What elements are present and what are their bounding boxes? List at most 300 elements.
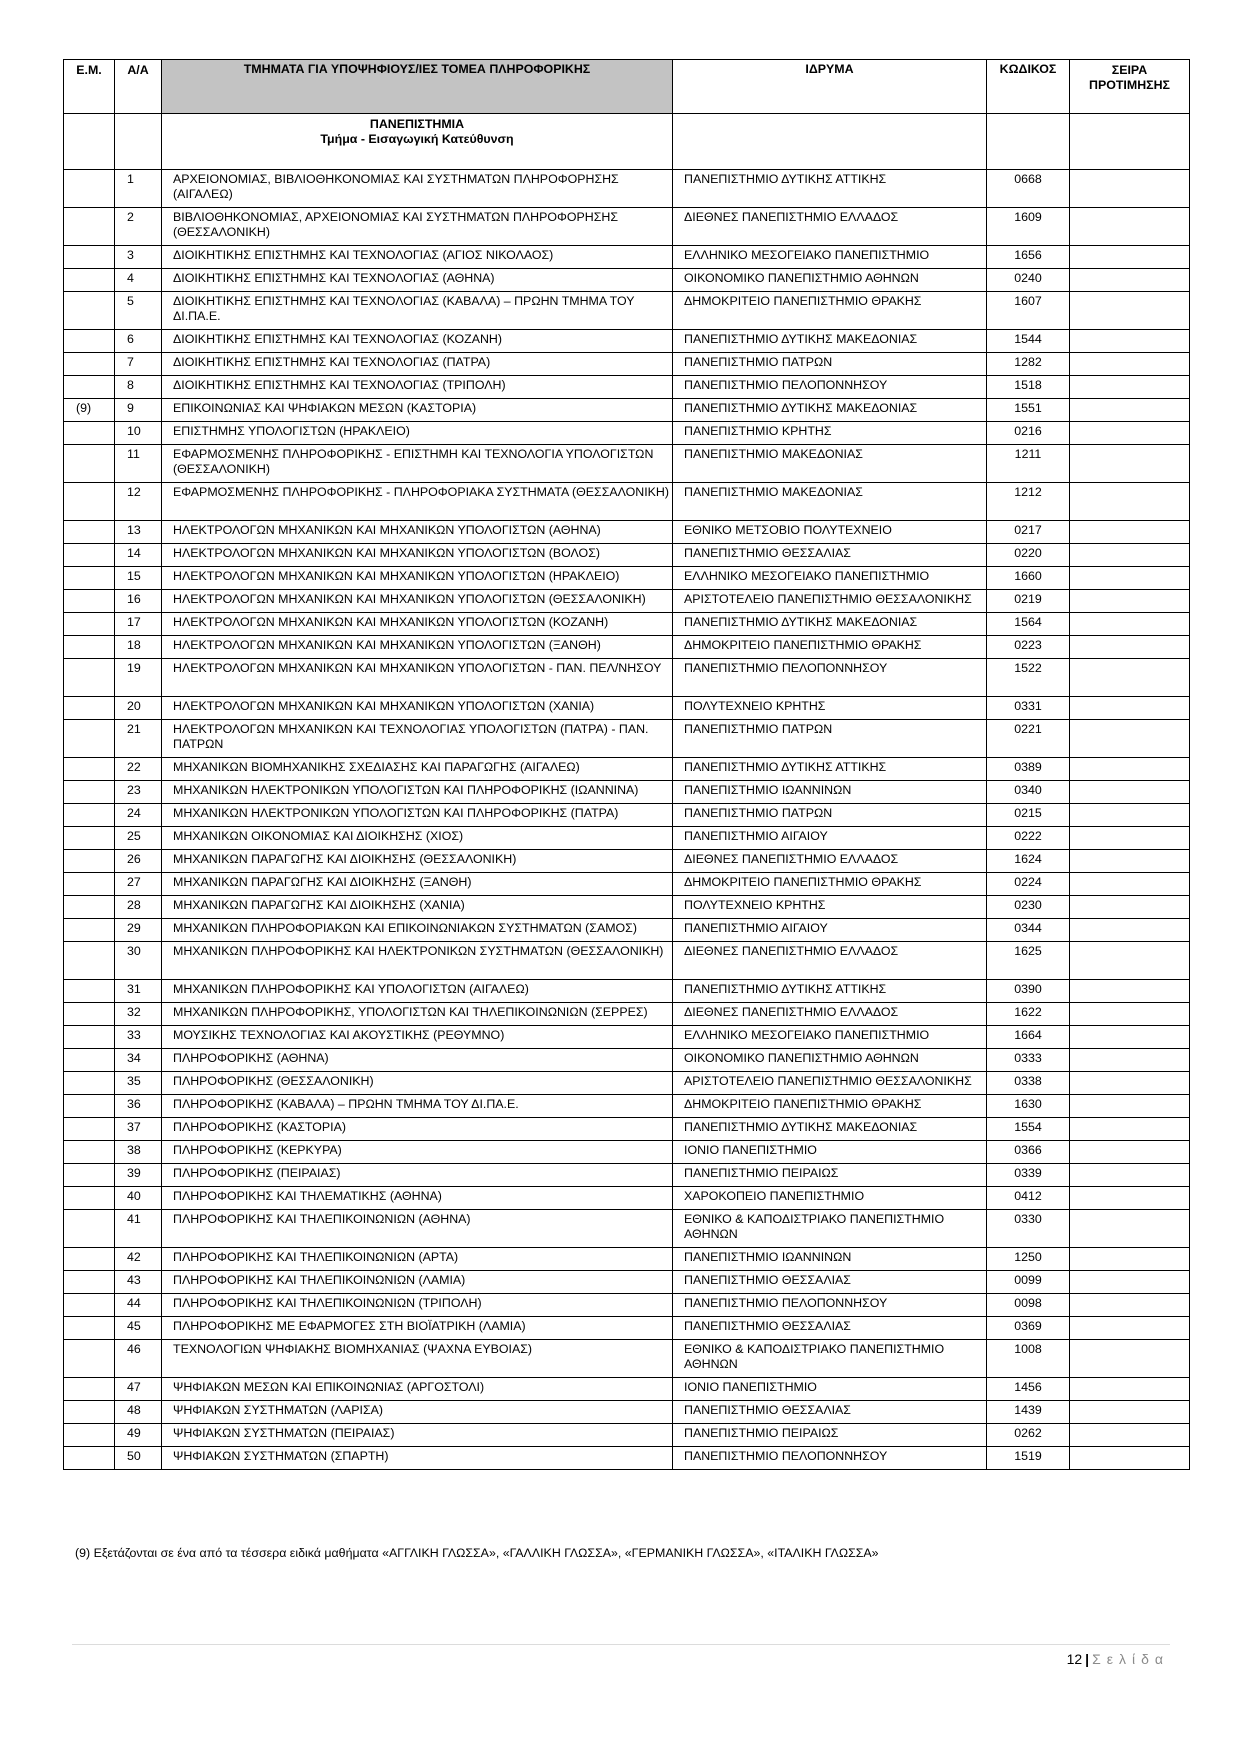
row-code: 1519 [987, 1447, 1070, 1470]
row-em-note [64, 659, 115, 697]
row-preference-order [1070, 1317, 1190, 1340]
row-institution: ΠΑΝΕΠΙΣΤΗΜΙΟ ΠΕΙΡΑΙΩΣ [673, 1424, 987, 1447]
subheader-department-direction: Τμήμα - Εισαγωγική Κατεύθυνση [320, 132, 514, 146]
row-code: 1660 [987, 567, 1070, 590]
row-preference-order [1070, 1424, 1190, 1447]
row-department: ΨΗΦΙΑΚΩΝ ΣΥΣΤΗΜΑΤΩΝ (ΛΑΡΙΣΑ) [162, 1401, 673, 1424]
table-row [64, 1378, 1190, 1401]
row-preference-order [1070, 1340, 1190, 1378]
row-em-note [64, 399, 115, 422]
row-em-note [64, 896, 115, 919]
row-preference-order [1070, 567, 1190, 590]
row-em-note [64, 1317, 115, 1340]
row-code: 0216 [987, 422, 1070, 445]
row-department: ΜΗΧΑΝΙΚΩΝ ΗΛΕΚΤΡΟΝΙΚΩΝ ΥΠΟΛΟΓΙΣΤΩΝ ΚΑΙ ΠΛΗΡΟΦΟΡΙΚΗΣ (ΠΑΤΡΑ) [162, 804, 673, 827]
row-code: 1522 [987, 659, 1070, 697]
row-institution: ΠΑΝΕΠΙΣΤΗΜΙΟ ΙΩΑΝΝΙΝΩΝ [673, 1248, 987, 1271]
header-code: ΚΩΔΙΚΟΣ [987, 60, 1070, 114]
row-institution: ΠΑΝΕΠΙΣΤΗΜΙΟ ΔΥΤΙΚΗΣ ΑΤΤΙΚΗΣ [673, 758, 987, 781]
row-department: ΜΗΧΑΝΙΚΩΝ ΠΛΗΡΟΦΟΡΙΑΚΩΝ ΚΑΙ ΕΠΙΚΟΙΝΩΝΙΑΚΩΝ ΣΥΣΤΗΜΑΤΩΝ (ΣΑΜΟΣ) [162, 919, 673, 942]
row-em-note [64, 544, 115, 567]
table-row [64, 1317, 1190, 1340]
row-department: ΜΗΧΑΝΙΚΩΝ ΒΙΟΜΗΧΑΝΙΚΗΣ ΣΧΕΔΙΑΣΗΣ ΚΑΙ ΠΑΡΑΓΩΓΗΣ (ΑΙΓΑΛΕΩ) [162, 758, 673, 781]
row-number: 4 [115, 269, 162, 292]
row-code: 1622 [987, 1003, 1070, 1026]
row-code: 1544 [987, 330, 1070, 353]
row-code: 0222 [987, 827, 1070, 850]
row-number: 30 [115, 942, 162, 980]
row-preference-order [1070, 269, 1190, 292]
row-department: ΠΛΗΡΟΦΟΡΙΚΗΣ (ΚΑΒΑΛΑ) – ΠΡΩΗΝ ΤΜΗΜΑ ΤΟΥ ΔΙ.ΠΑ.Ε. [162, 1095, 673, 1118]
table-row [64, 353, 1190, 376]
row-number: 49 [115, 1424, 162, 1447]
row-em-note [64, 1447, 115, 1470]
row-preference-order [1070, 170, 1190, 208]
row-institution: ΠΑΝΕΠΙΣΤΗΜΙΟ ΠΕΙΡΑΙΩΣ [673, 1164, 987, 1187]
row-em-note [64, 850, 115, 873]
row-code: 0366 [987, 1141, 1070, 1164]
row-preference-order [1070, 1003, 1190, 1026]
header-preference-order: ΣΕΙΡΑ ΠΡΟΤΙΜΗΣΗΣ [1070, 60, 1190, 114]
row-em-note [64, 781, 115, 804]
row-institution: ΟΙΚΟΝΟΜΙΚΟ ΠΑΝΕΠΙΣΤΗΜΙΟ ΑΘΗΝΩΝ [673, 269, 987, 292]
row-department: ΜΗΧΑΝΙΚΩΝ ΠΑΡΑΓΩΓΗΣ ΚΑΙ ΔΙΟΙΚΗΣΗΣ (ΧΑΝΙΑ) [162, 896, 673, 919]
row-code: 0098 [987, 1294, 1070, 1317]
row-department: ΜΗΧΑΝΙΚΩΝ ΠΛΗΡΟΦΟΡΙΚΗΣ, ΥΠΟΛΟΓΙΣΤΩΝ ΚΑΙ ΤΗΛΕΠΙΚΟΙΝΩΝΙΩΝ (ΣΕΡΡΕΣ) [162, 1003, 673, 1026]
row-preference-order [1070, 758, 1190, 781]
table-row [64, 1072, 1190, 1095]
row-institution: ΔΗΜΟΚΡΙΤΕΙΟ ΠΑΝΕΠΙΣΤΗΜΙΟ ΘΡΑΚΗΣ [673, 1095, 987, 1118]
row-preference-order [1070, 781, 1190, 804]
row-number: 12 [115, 483, 162, 521]
row-institution: ΧΑΡΟΚΟΠΕΙΟ ΠΑΝΕΠΙΣΤΗΜΙΟ [673, 1187, 987, 1210]
row-preference-order [1070, 1026, 1190, 1049]
row-preference-order [1070, 1049, 1190, 1072]
row-institution: ΕΘΝΙΚΟ & ΚΑΠΟΔΙΣΤΡΙΑΚΟ ΠΑΝΕΠΙΣΤΗΜΙΟ ΑΘΗΝΩΝ [673, 1340, 987, 1378]
row-preference-order [1070, 720, 1190, 758]
row-em-note [64, 445, 115, 483]
table-header-row [64, 60, 1190, 114]
row-institution: ΠΑΝΕΠΙΣΤΗΜΙΟ ΠΑΤΡΩΝ [673, 804, 987, 827]
row-department: ΔΙΟΙΚΗΤΙΚΗΣ ΕΠΙΣΤΗΜΗΣ ΚΑΙ ΤΕΧΝΟΛΟΓΙΑΣ (ΚΑΒΑΛΑ) – ΠΡΩΗΝ ΤΜΗΜΑ ΤΟΥ ΔΙ.ΠΑ.Ε. [162, 292, 673, 330]
row-institution: ΠΟΛΥΤΕΧΝΕΙΟ ΚΡΗΤΗΣ [673, 896, 987, 919]
row-code: 1607 [987, 292, 1070, 330]
row-code: 1439 [987, 1401, 1070, 1424]
row-department: ΔΙΟΙΚΗΤΙΚΗΣ ΕΠΙΣΤΗΜΗΣ ΚΑΙ ΤΕΧΝΟΛΟΓΙΑΣ (ΤΡΙΠΟΛΗ) [162, 376, 673, 399]
row-code: 1551 [987, 399, 1070, 422]
row-code: 0412 [987, 1187, 1070, 1210]
row-preference-order [1070, 1187, 1190, 1210]
row-institution: ΙΟΝΙΟ ΠΑΝΕΠΙΣΤΗΜΙΟ [673, 1141, 987, 1164]
row-department: ΨΗΦΙΑΚΩΝ ΣΥΣΤΗΜΑΤΩΝ (ΠΕΙΡΑΙΑΣ) [162, 1424, 673, 1447]
row-preference-order [1070, 850, 1190, 873]
table-row [64, 1026, 1190, 1049]
row-preference-order [1070, 1447, 1190, 1470]
table-row [64, 483, 1190, 521]
row-em-note [64, 1072, 115, 1095]
row-em-note [64, 376, 115, 399]
row-preference-order [1070, 483, 1190, 521]
row-code: 0344 [987, 919, 1070, 942]
row-preference-order [1070, 1164, 1190, 1187]
row-number: 45 [115, 1317, 162, 1340]
row-em-note [64, 422, 115, 445]
table-row [64, 758, 1190, 781]
row-code: 0369 [987, 1317, 1070, 1340]
row-preference-order [1070, 292, 1190, 330]
row-em-note [64, 1210, 115, 1248]
row-number: 6 [115, 330, 162, 353]
row-department: ΕΦΑΡΜΟΣΜΕΝΗΣ ΠΛΗΡΟΦΟΡΙΚΗΣ - ΠΛΗΡΟΦΟΡΙΑΚΑ ΣΥΣΤΗΜΑΤΑ (ΘΕΣΣΑΛΟΝΙΚΗ) [162, 483, 673, 521]
row-em-note [64, 758, 115, 781]
row-institution: ΔΗΜΟΚΡΙΤΕΙΟ ΠΑΝΕΠΙΣΤΗΜΙΟ ΘΡΑΚΗΣ [673, 636, 987, 659]
row-code: 0223 [987, 636, 1070, 659]
row-institution: ΕΘΝΙΚΟ & ΚΑΠΟΔΙΣΤΡΙΑΚΟ ΠΑΝΕΠΙΣΤΗΜΙΟ ΑΘΗΝΩΝ [673, 1210, 987, 1248]
row-institution: ΠΑΝΕΠΙΣΤΗΜΙΟ ΘΕΣΣΑΛΙΑΣ [673, 1401, 987, 1424]
row-department: ΠΛΗΡΟΦΟΡΙΚΗΣ ΚΑΙ ΤΗΛΕΠΙΚΟΙΝΩΝΙΩΝ (ΤΡΙΠΟΛΗ) [162, 1294, 673, 1317]
row-em-note [64, 170, 115, 208]
row-em-note [64, 1248, 115, 1271]
table-row [64, 1164, 1190, 1187]
header-em: Ε.Μ. [64, 60, 115, 114]
row-department: ΗΛΕΚΤΡΟΛΟΓΩΝ ΜΗΧΑΝΙΚΩΝ ΚΑΙ ΜΗΧΑΝΙΚΩΝ ΥΠΟΛΟΓΙΣΤΩΝ (ΑΘΗΝΑ) [162, 521, 673, 544]
row-code: 0340 [987, 781, 1070, 804]
row-code: 0221 [987, 720, 1070, 758]
row-department: ΔΙΟΙΚΗΤΙΚΗΣ ΕΠΙΣΤΗΜΗΣ ΚΑΙ ΤΕΧΝΟΛΟΓΙΑΣ (ΑΓΙΟΣ ΝΙΚΟΛΑΟΣ) [162, 246, 673, 269]
row-department: ΜΗΧΑΝΙΚΩΝ ΠΑΡΑΓΩΓΗΣ ΚΑΙ ΔΙΟΙΚΗΣΗΣ (ΞΑΝΘΗ) [162, 873, 673, 896]
row-number: 40 [115, 1187, 162, 1210]
row-preference-order [1070, 1095, 1190, 1118]
row-number: 31 [115, 980, 162, 1003]
table-row [64, 613, 1190, 636]
row-number: 43 [115, 1271, 162, 1294]
row-number: 34 [115, 1049, 162, 1072]
row-institution: ΠΑΝΕΠΙΣΤΗΜΙΟ ΠΕΛΟΠΟΝΝΗΣΟΥ [673, 1294, 987, 1317]
row-number: 3 [115, 246, 162, 269]
row-institution: ΔΙΕΘΝΕΣ ΠΑΝΕΠΙΣΤΗΜΙΟ ΕΛΛΑΔΟΣ [673, 942, 987, 980]
row-code: 1282 [987, 353, 1070, 376]
row-institution: ΠΑΝΕΠΙΣΤΗΜΙΟ ΔΥΤΙΚΗΣ ΜΑΚΕΔΟΝΙΑΣ [673, 613, 987, 636]
row-department: ΗΛΕΚΤΡΟΛΟΓΩΝ ΜΗΧΑΝΙΚΩΝ ΚΑΙ ΜΗΧΑΝΙΚΩΝ ΥΠΟΛΟΓΙΣΤΩΝ - ΠΑΝ. ΠΕΛ/ΝΗΣΟΥ [162, 659, 673, 697]
row-number: 50 [115, 1447, 162, 1470]
row-institution: ΠΑΝΕΠΙΣΤΗΜΙΟ ΙΩΑΝΝΙΝΩΝ [673, 781, 987, 804]
row-number: 44 [115, 1294, 162, 1317]
row-preference-order [1070, 376, 1190, 399]
row-code: 1456 [987, 1378, 1070, 1401]
row-preference-order [1070, 942, 1190, 980]
row-department: ΜΗΧΑΝΙΚΩΝ ΟΙΚΟΝΟΜΙΑΣ ΚΑΙ ΔΙΟΙΚΗΣΗΣ (ΧΙΟΣ) [162, 827, 673, 850]
row-preference-order [1070, 521, 1190, 544]
row-institution: ΕΘΝΙΚΟ ΜΕΤΣΟΒΙΟ ΠΟΛΥΤΕΧΝΕΙΟ [673, 521, 987, 544]
row-em-note [64, 269, 115, 292]
row-em-note [64, 636, 115, 659]
row-em-note [64, 1026, 115, 1049]
table-row [64, 720, 1190, 758]
row-number: 23 [115, 781, 162, 804]
row-code: 1625 [987, 942, 1070, 980]
table-row [64, 422, 1190, 445]
table-row [64, 269, 1190, 292]
table-row [64, 636, 1190, 659]
row-em-note [64, 720, 115, 758]
row-code: 0339 [987, 1164, 1070, 1187]
subheader-order-cell [1070, 114, 1190, 170]
row-institution: ΠΑΝΕΠΙΣΤΗΜΙΟ ΜΑΚΕΔΟΝΙΑΣ [673, 483, 987, 521]
row-code: 1624 [987, 850, 1070, 873]
row-code: 0224 [987, 873, 1070, 896]
row-number: 36 [115, 1095, 162, 1118]
row-em-note [64, 873, 115, 896]
row-em-note [64, 942, 115, 980]
row-institution: ΠΑΝΕΠΙΣΤΗΜΙΟ ΘΕΣΣΑΛΙΑΣ [673, 1317, 987, 1340]
row-number: 21 [115, 720, 162, 758]
row-institution: ΕΛΛΗΝΙΚΟ ΜΕΣΟΓΕΙΑΚΟ ΠΑΝΕΠΙΣΤΗΜΙΟ [673, 567, 987, 590]
row-preference-order [1070, 1118, 1190, 1141]
row-code: 1250 [987, 1248, 1070, 1271]
row-preference-order [1070, 353, 1190, 376]
table-row [64, 1248, 1190, 1271]
row-number: 28 [115, 896, 162, 919]
row-em-note [64, 919, 115, 942]
table-row [64, 445, 1190, 483]
row-preference-order [1070, 919, 1190, 942]
table-row [64, 850, 1190, 873]
table-row [64, 376, 1190, 399]
row-number: 9 [115, 399, 162, 422]
table-row [64, 919, 1190, 942]
row-institution: ΔΙΕΘΝΕΣ ΠΑΝΕΠΙΣΤΗΜΙΟ ΕΛΛΑΔΟΣ [673, 208, 987, 246]
footer-divider [72, 1644, 1170, 1645]
row-code: 0215 [987, 804, 1070, 827]
row-number: 20 [115, 697, 162, 720]
row-code: 0331 [987, 697, 1070, 720]
table-row [64, 697, 1190, 720]
row-preference-order [1070, 1294, 1190, 1317]
row-preference-order [1070, 1401, 1190, 1424]
row-department: ΨΗΦΙΑΚΩΝ ΣΥΣΤΗΜΑΤΩΝ (ΣΠΑΡΤΗ) [162, 1447, 673, 1470]
row-institution: ΠΑΝΕΠΙΣΤΗΜΙΟ ΑΙΓΑΙΟΥ [673, 919, 987, 942]
row-number: 37 [115, 1118, 162, 1141]
row-department: ΠΛΗΡΟΦΟΡΙΚΗΣ ΜΕ ΕΦΑΡΜΟΓΕΣ ΣΤΗ ΒΙΟΪΑΤΡΙΚΗ (ΛΑΜΙΑ) [162, 1317, 673, 1340]
row-preference-order [1070, 659, 1190, 697]
row-institution: ΟΙΚΟΝΟΜΙΚΟ ΠΑΝΕΠΙΣΤΗΜΙΟ ΑΘΗΝΩΝ [673, 1049, 987, 1072]
row-institution: ΔΙΕΘΝΕΣ ΠΑΝΕΠΙΣΤΗΜΙΟ ΕΛΛΑΔΟΣ [673, 850, 987, 873]
row-number: 29 [115, 919, 162, 942]
row-code: 1664 [987, 1026, 1070, 1049]
row-preference-order [1070, 590, 1190, 613]
row-institution: ΔΗΜΟΚΡΙΤΕΙΟ ΠΑΝΕΠΙΣΤΗΜΙΟ ΘΡΑΚΗΣ [673, 292, 987, 330]
row-preference-order [1070, 636, 1190, 659]
row-em-note [64, 330, 115, 353]
row-preference-order [1070, 804, 1190, 827]
row-department: ΨΗΦΙΑΚΩΝ ΜΕΣΩΝ ΚΑΙ ΕΠΙΚΟΙΝΩΝΙΑΣ (ΑΡΓΟΣΤΟΛΙ) [162, 1378, 673, 1401]
table-row [64, 330, 1190, 353]
row-number: 26 [115, 850, 162, 873]
row-preference-order [1070, 873, 1190, 896]
row-institution: ΠΑΝΕΠΙΣΤΗΜΙΟ ΑΙΓΑΙΟΥ [673, 827, 987, 850]
row-department: ΤΕΧΝΟΛΟΓΙΩΝ ΨΗΦΙΑΚΗΣ ΒΙΟΜΗΧΑΝΙΑΣ (ΨΑΧΝΑ ΕΥΒΟΙΑΣ) [162, 1340, 673, 1378]
table-row [64, 980, 1190, 1003]
row-em-note [64, 1003, 115, 1026]
row-institution: ΠΑΝΕΠΙΣΤΗΜΙΟ ΠΕΛΟΠΟΝΝΗΣΟΥ [673, 376, 987, 399]
row-em-note [64, 1095, 115, 1118]
row-department: ΠΛΗΡΟΦΟΡΙΚΗΣ (ΘΕΣΣΑΛΟΝΙΚΗ) [162, 1072, 673, 1095]
row-em-note [64, 613, 115, 636]
row-preference-order [1070, 1378, 1190, 1401]
row-em-note [64, 827, 115, 850]
row-institution: ΠΑΝΕΠΙΣΤΗΜΙΟ ΔΥΤΙΚΗΣ ΜΑΚΕΔΟΝΙΑΣ [673, 330, 987, 353]
row-department: ΒΙΒΛΙΟΘΗΚΟΝΟΜΙΑΣ, ΑΡΧΕΙΟΝΟΜΙΑΣ ΚΑΙ ΣΥΣΤΗΜΑΤΩΝ ΠΛΗΡΟΦΟΡΗΣΗΣ (ΘΕΣΣΑΛΟΝΙΚΗ) [162, 208, 673, 246]
table-row [64, 942, 1190, 980]
row-code: 1008 [987, 1340, 1070, 1378]
row-code: 0219 [987, 590, 1070, 613]
table-row [64, 1049, 1190, 1072]
row-number: 38 [115, 1141, 162, 1164]
row-preference-order [1070, 399, 1190, 422]
row-number: 32 [115, 1003, 162, 1026]
footer-separator: | [1085, 1651, 1090, 1667]
row-number: 19 [115, 659, 162, 697]
row-department: ΗΛΕΚΤΡΟΛΟΓΩΝ ΜΗΧΑΝΙΚΩΝ ΚΑΙ ΜΗΧΑΝΙΚΩΝ ΥΠΟΛΟΓΙΣΤΩΝ (ΚΟΖΑΝΗ) [162, 613, 673, 636]
row-code: 0338 [987, 1072, 1070, 1095]
page-number: 12 [1066, 1651, 1083, 1667]
row-code: 1564 [987, 613, 1070, 636]
table-row [64, 1187, 1190, 1210]
subheader-institution-cell [673, 114, 987, 170]
row-institution: ΠΑΝΕΠΙΣΤΗΜΙΟ ΠΑΤΡΩΝ [673, 353, 987, 376]
row-em-note [64, 590, 115, 613]
row-code: 1518 [987, 376, 1070, 399]
row-code: 1656 [987, 246, 1070, 269]
row-preference-order [1070, 422, 1190, 445]
row-em-note [64, 1424, 115, 1447]
page-footer [1067, 1651, 1169, 1667]
row-preference-order [1070, 208, 1190, 246]
row-institution: ΙΟΝΙΟ ΠΑΝΕΠΙΣΤΗΜΙΟ [673, 1378, 987, 1401]
table-row [64, 399, 1190, 422]
table-row [64, 1340, 1190, 1378]
row-number: 33 [115, 1026, 162, 1049]
row-department: ΠΛΗΡΟΦΟΡΙΚΗΣ (ΚΑΣΤΟΡΙΑ) [162, 1118, 673, 1141]
table-row [64, 1118, 1190, 1141]
exam-note-ref: (9) [76, 401, 92, 415]
row-number: 13 [115, 521, 162, 544]
table-row [64, 590, 1190, 613]
departments-table [63, 59, 1190, 1470]
row-number: 11 [115, 445, 162, 483]
row-number: 7 [115, 353, 162, 376]
row-em-note [64, 1164, 115, 1187]
table-row [64, 896, 1190, 919]
table-row [64, 170, 1190, 208]
row-number: 24 [115, 804, 162, 827]
row-number: 10 [115, 422, 162, 445]
row-institution: ΑΡΙΣΤΟΤΕΛΕΙΟ ΠΑΝΕΠΙΣΤΗΜΙΟ ΘΕΣΣΑΛΟΝΙΚΗΣ [673, 1072, 987, 1095]
row-department: ΜΗΧΑΝΙΚΩΝ ΠΑΡΑΓΩΓΗΣ ΚΑΙ ΔΙΟΙΚΗΣΗΣ (ΘΕΣΣΑΛΟΝΙΚΗ) [162, 850, 673, 873]
row-institution: ΔΗΜΟΚΡΙΤΕΙΟ ΠΑΝΕΠΙΣΤΗΜΙΟ ΘΡΑΚΗΣ [673, 873, 987, 896]
row-department: ΜΗΧΑΝΙΚΩΝ ΗΛΕΚΤΡΟΝΙΚΩΝ ΥΠΟΛΟΓΙΣΤΩΝ ΚΑΙ ΠΛΗΡΟΦΟΡΙΚΗΣ (ΙΩΑΝΝΙΝΑ) [162, 781, 673, 804]
row-department: ΜΗΧΑΝΙΚΩΝ ΠΛΗΡΟΦΟΡΙΚΗΣ ΚΑΙ ΥΠΟΛΟΓΙΣΤΩΝ (ΑΙΓΑΛΕΩ) [162, 980, 673, 1003]
row-institution: ΠΑΝΕΠΙΣΤΗΜΙΟ ΘΕΣΣΑΛΙΑΣ [673, 544, 987, 567]
row-em-note [64, 483, 115, 521]
row-institution: ΠΟΛΥΤΕΧΝΕΙΟ ΚΡΗΤΗΣ [673, 697, 987, 720]
table-row [64, 544, 1190, 567]
row-number: 5 [115, 292, 162, 330]
row-em-note [64, 1401, 115, 1424]
row-preference-order [1070, 330, 1190, 353]
row-code: 0389 [987, 758, 1070, 781]
row-number: 1 [115, 170, 162, 208]
row-preference-order [1070, 697, 1190, 720]
row-number: 48 [115, 1401, 162, 1424]
row-code: 0230 [987, 896, 1070, 919]
table-row [64, 1401, 1190, 1424]
table-row [64, 1210, 1190, 1248]
row-institution: ΠΑΝΕΠΙΣΤΗΜΙΟ ΠΕΛΟΠΟΝΝΗΣΟΥ [673, 659, 987, 697]
table-row [64, 1271, 1190, 1294]
subheader-aa-cell [115, 114, 162, 170]
row-number: 47 [115, 1378, 162, 1401]
row-number: 8 [115, 376, 162, 399]
section-subheader-row [64, 114, 1190, 170]
row-number: 2 [115, 208, 162, 246]
footnote: (9) Εξετάζονται σε ένα από τα τέσσερα ειδικά μαθήματα «ΑΓΓΛΙΚΗ ΓΛΩΣΣΑ», «ΓΑΛΛΙΚΗ ΓΛΩΣΣΑ», «ΓΕΡΜΑΝΙΚΗ ΓΛΩΣΣΑ», «ΙΤΑΛΙΚΗ ΓΛΩΣΣΑ» [75, 1546, 879, 1560]
row-code: 0217 [987, 521, 1070, 544]
table-row [64, 208, 1190, 246]
row-number: 41 [115, 1210, 162, 1248]
table-row [64, 1003, 1190, 1026]
row-department: ΠΛΗΡΟΦΟΡΙΚΗΣ ΚΑΙ ΤΗΛΕΜΑΤΙΚΗΣ (ΑΘΗΝΑ) [162, 1187, 673, 1210]
row-institution: ΠΑΝΕΠΙΣΤΗΜΙΟ ΠΑΤΡΩΝ [673, 720, 987, 758]
row-number: 16 [115, 590, 162, 613]
row-preference-order [1070, 613, 1190, 636]
row-preference-order [1070, 1271, 1190, 1294]
row-em-note [64, 1141, 115, 1164]
table-row [64, 781, 1190, 804]
row-em-note [64, 246, 115, 269]
row-department: ΕΦΑΡΜΟΣΜΕΝΗΣ ΠΛΗΡΟΦΟΡΙΚΗΣ - ΕΠΙΣΤΗΜΗ ΚΑΙ ΤΕΧΝΟΛΟΓΙΑ ΥΠΟΛΟΓΙΣΤΩΝ (ΘΕΣΣΑΛΟΝΙΚΗ) [162, 445, 673, 483]
row-code: 1211 [987, 445, 1070, 483]
row-department: ΑΡΧΕΙΟΝΟΜΙΑΣ, ΒΙΒΛΙΟΘΗΚΟΝΟΜΙΑΣ ΚΑΙ ΣΥΣΤΗΜΑΤΩΝ ΠΛΗΡΟΦΟΡΗΣΗΣ (ΑΙΓΑΛΕΩ) [162, 170, 673, 208]
row-institution: ΠΑΝΕΠΙΣΤΗΜΙΟ ΚΡΗΤΗΣ [673, 422, 987, 445]
table-row [64, 1141, 1190, 1164]
row-institution: ΠΑΝΕΠΙΣΤΗΜΙΟ ΔΥΤΙΚΗΣ ΑΤΤΙΚΗΣ [673, 170, 987, 208]
row-em-note [64, 521, 115, 544]
row-department: ΗΛΕΚΤΡΟΛΟΓΩΝ ΜΗΧΑΝΙΚΩΝ ΚΑΙ ΜΗΧΑΝΙΚΩΝ ΥΠΟΛΟΓΙΣΤΩΝ (ΞΑΝΘΗ) [162, 636, 673, 659]
row-department: ΠΛΗΡΟΦΟΡΙΚΗΣ ΚΑΙ ΤΗΛΕΠΙΚΟΙΝΩΝΙΩΝ (ΛΑΜΙΑ) [162, 1271, 673, 1294]
table-row [64, 873, 1190, 896]
row-institution: ΠΑΝΕΠΙΣΤΗΜΙΟ ΔΥΤΙΚΗΣ ΜΑΚΕΔΟΝΙΑΣ [673, 399, 987, 422]
row-department: ΔΙΟΙΚΗΤΙΚΗΣ ΕΠΙΣΤΗΜΗΣ ΚΑΙ ΤΕΧΝΟΛΟΓΙΑΣ (ΠΑΤΡΑ) [162, 353, 673, 376]
row-em-note [64, 1378, 115, 1401]
row-department: ΗΛΕΚΤΡΟΛΟΓΩΝ ΜΗΧΑΝΙΚΩΝ ΚΑΙ ΜΗΧΑΝΙΚΩΝ ΥΠΟΛΟΓΙΣΤΩΝ (ΒΟΛΟΣ) [162, 544, 673, 567]
row-preference-order [1070, 827, 1190, 850]
row-department: ΗΛΕΚΤΡΟΛΟΓΩΝ ΜΗΧΑΝΙΚΩΝ ΚΑΙ ΜΗΧΑΝΙΚΩΝ ΥΠΟΛΟΓΙΣΤΩΝ (ΗΡΑΚΛΕΙΟ) [162, 567, 673, 590]
row-em-note [64, 1049, 115, 1072]
row-number: 18 [115, 636, 162, 659]
row-number: 39 [115, 1164, 162, 1187]
row-preference-order [1070, 980, 1190, 1003]
row-number: 15 [115, 567, 162, 590]
row-department: ΠΛΗΡΟΦΟΡΙΚΗΣ (ΚΕΡΚΥΡΑ) [162, 1141, 673, 1164]
table-row [64, 521, 1190, 544]
row-code: 0333 [987, 1049, 1070, 1072]
table-row [64, 292, 1190, 330]
row-number: 42 [115, 1248, 162, 1271]
table-row [64, 1294, 1190, 1317]
row-em-note [64, 292, 115, 330]
row-code: 1554 [987, 1118, 1070, 1141]
